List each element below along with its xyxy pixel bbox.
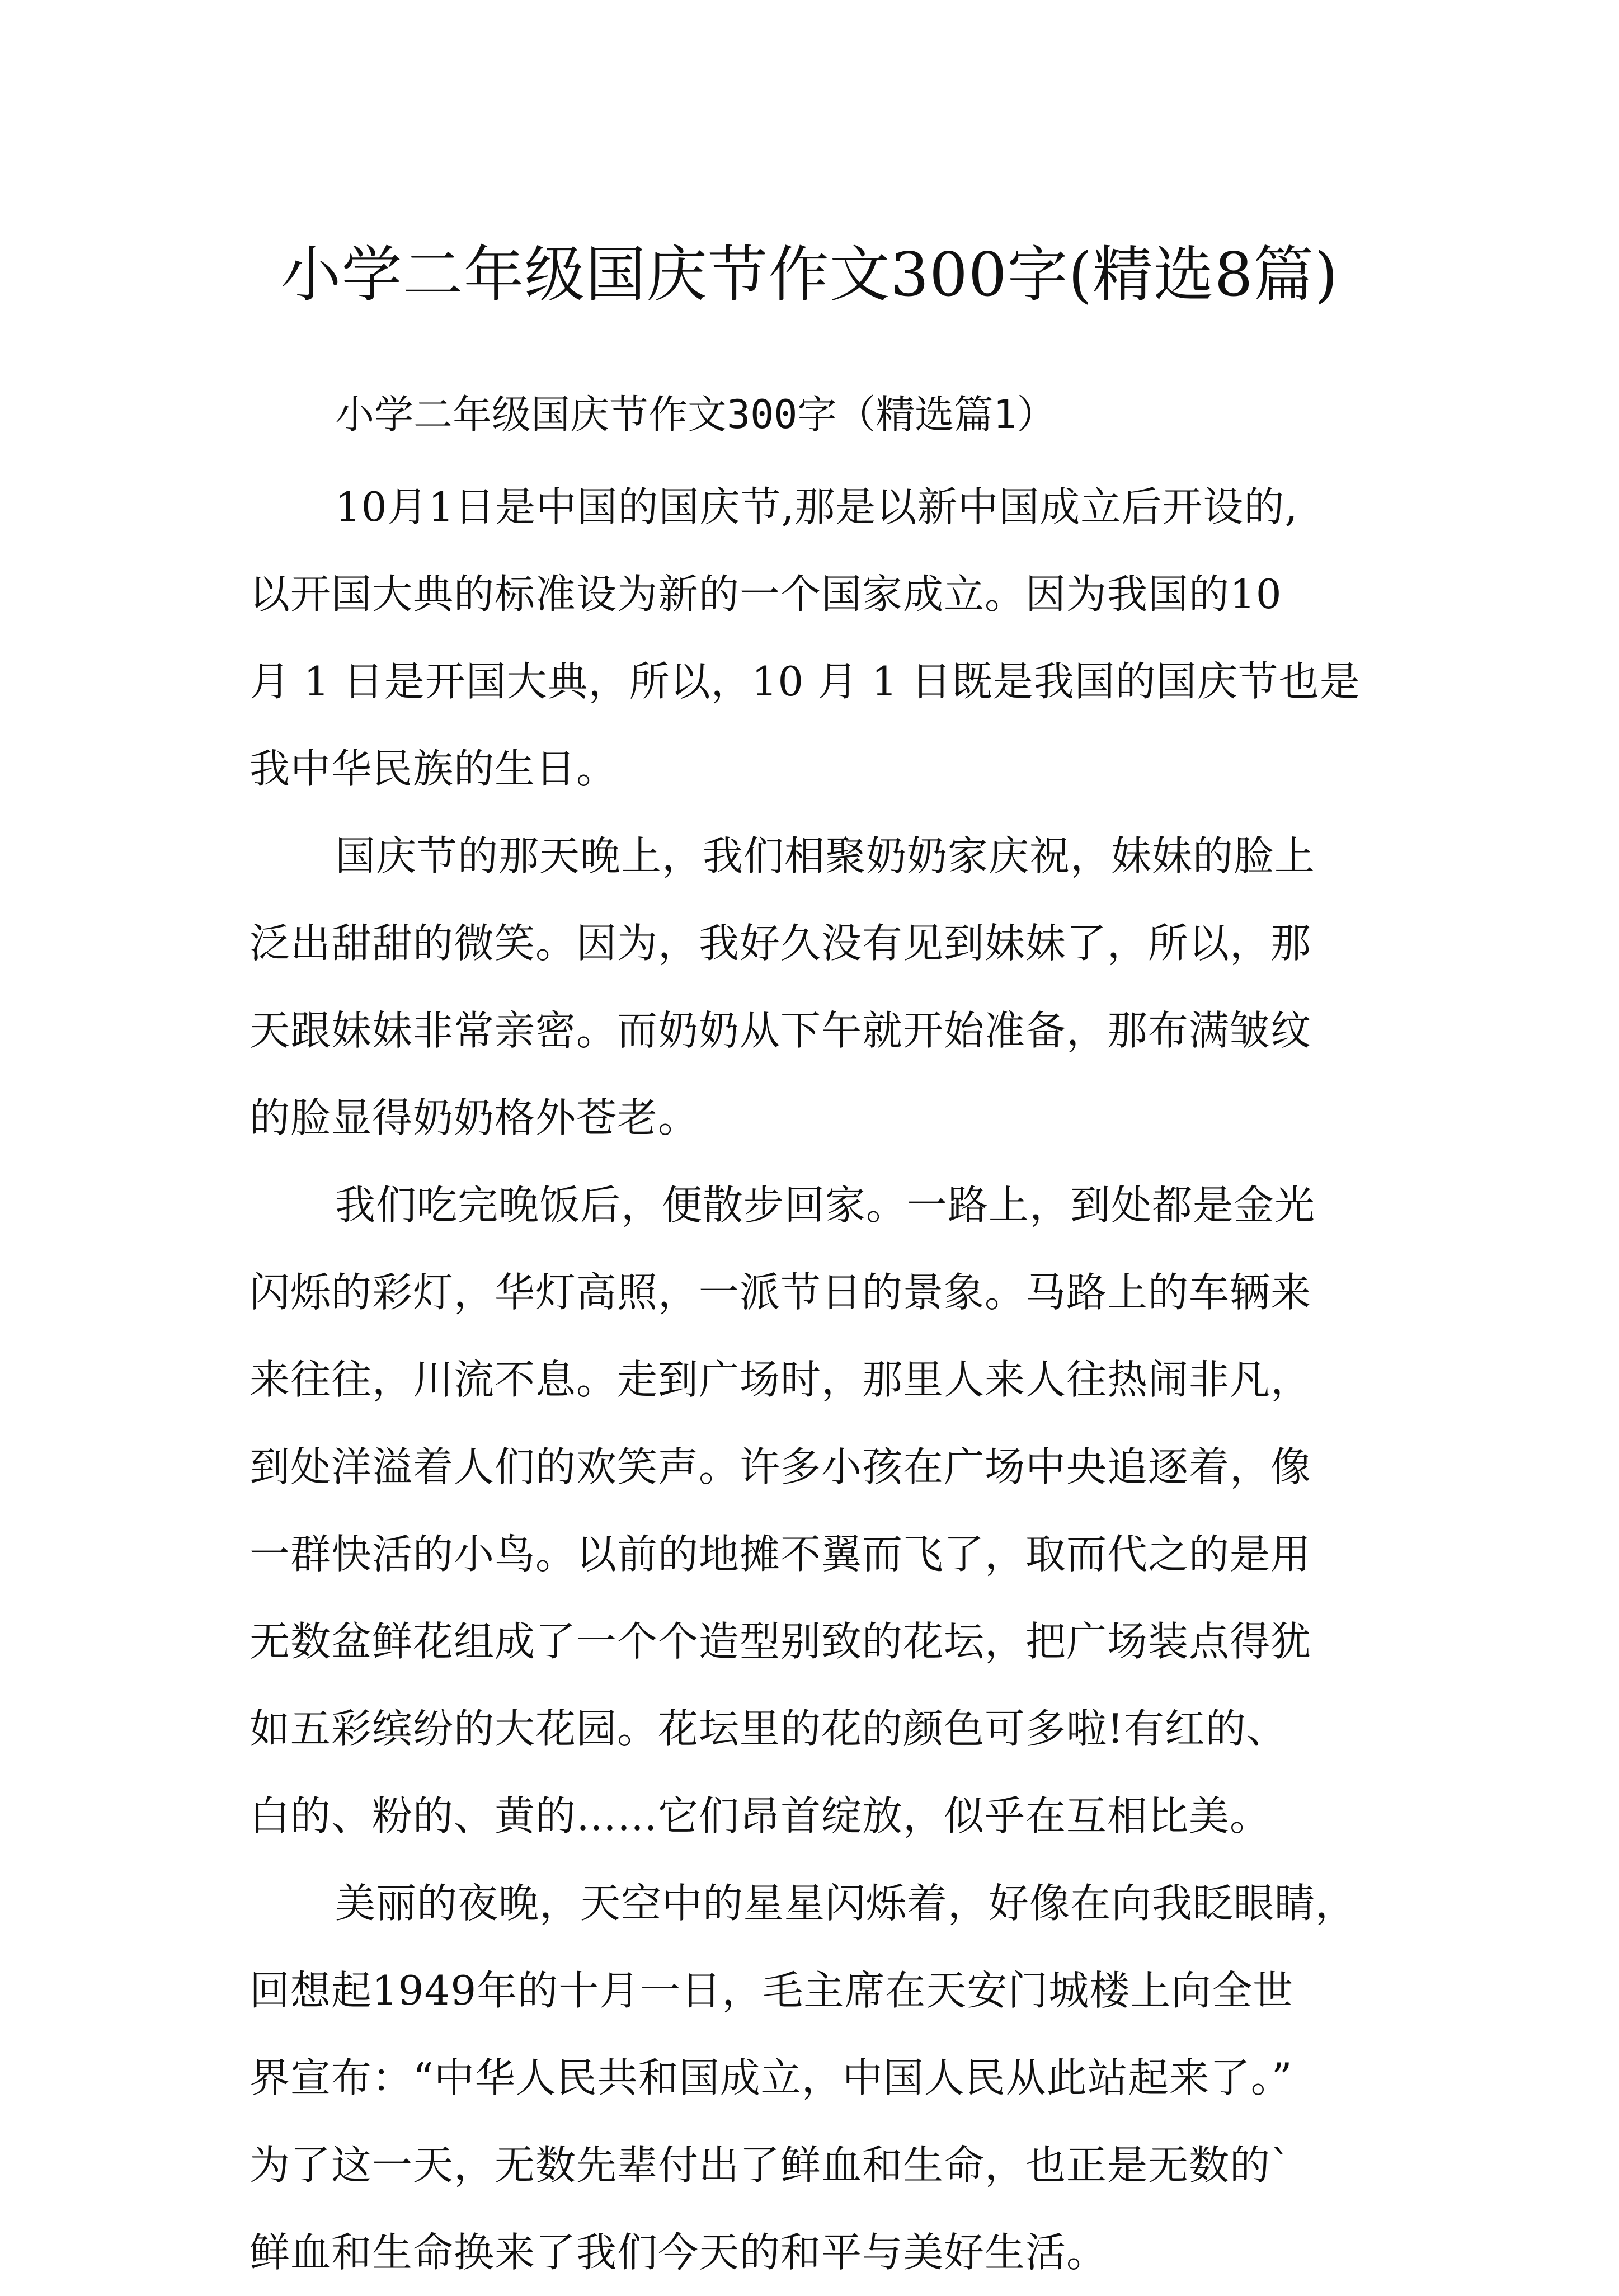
paragraph-line: 无数盆鲜花组成了一个个造型别致的花坛，把广场装点得犹 — [250, 1618, 1312, 1665]
paragraph-4 — [250, 1860, 1368, 2296]
paragraph-line: 我们吃完晚饭后，便散步回家。一路上，到处都是金光 — [335, 1182, 1316, 1229]
paragraph-line: 白的、粉的、黄的……它们昂首绽放，似乎在互相比美。 — [250, 1792, 1271, 1839]
paragraph-line: 来往往，川流不息。走到广场时，那里人来人往热闹非凡， — [250, 1356, 1312, 1403]
paragraph-line: 一群快活的小鸟。以前的地摊不翼而飞了，取而代之的是用 — [250, 1531, 1312, 1578]
paragraph-line: 天跟妹妹非常亲密。而奶奶从下午就开始准备，那布满皱纹 — [250, 1007, 1312, 1054]
document-body — [250, 370, 1368, 2296]
paragraph-1 — [250, 463, 1368, 812]
paragraph-line: 如五彩缤纷的大花园。花坛里的花的颜色可多啦!有红的、 — [250, 1705, 1287, 1752]
paragraph-line: 界宣布：“中华人民共和国成立，中国人民从此站起来了。” — [250, 2054, 1293, 2101]
paragraph-line: 泛出甜甜的微笑。因为，我好久没有见到妹妹了，所以，那 — [250, 920, 1312, 967]
paragraph-line: 闪烁的彩灯，华灯高照，一派节日的景象。马路上的车辆来 — [250, 1269, 1312, 1316]
paragraph-3 — [250, 1161, 1368, 1860]
paragraph-line: 鲜血和生命换来了我们今天的和平与美好生活。 — [250, 2229, 1108, 2276]
paragraph-line: 美丽的夜晚，天空中的星星闪烁着，好像在向我眨眼睛， — [335, 1880, 1357, 1927]
paragraph-2 — [250, 812, 1368, 1161]
paragraph-line: 国庆节的那天晚上，我们相聚奶奶家庆祝，妹妹的脸上 — [335, 832, 1316, 879]
section-heading: 小学二年级国庆节作文300字（精选篇1） — [335, 392, 1056, 437]
document-title: 小学二年级国庆节作文300字(精选8篇) — [280, 240, 1339, 310]
paragraph-line: 10月1日是中国的国庆节,那是以新中国成立后开设的, — [335, 483, 1298, 530]
paragraph-line: 的脸显得奶奶格外苍老。 — [250, 1094, 699, 1141]
paragraph-line: 回想起1949年的十月一日，毛主席在天安门城楼上向全世 — [250, 1967, 1294, 2014]
paragraph-line: 以开国大典的标准设为新的一个国家成立。因为我国的10 — [250, 571, 1282, 618]
paragraph-line: 月 1 日是开国大典，所以，10 月 1 日既是我国的国庆节也是 — [250, 658, 1361, 705]
paragraph-line: 到处洋溢着人们的欢笑声。许多小孩在广场中央追逐着，像 — [250, 1443, 1312, 1490]
paragraph-line: 我中华民族的生日。 — [250, 745, 618, 792]
paragraph-line: 为了这一天，无数先辈付出了鲜血和生命，也正是无数的` — [250, 2142, 1292, 2189]
